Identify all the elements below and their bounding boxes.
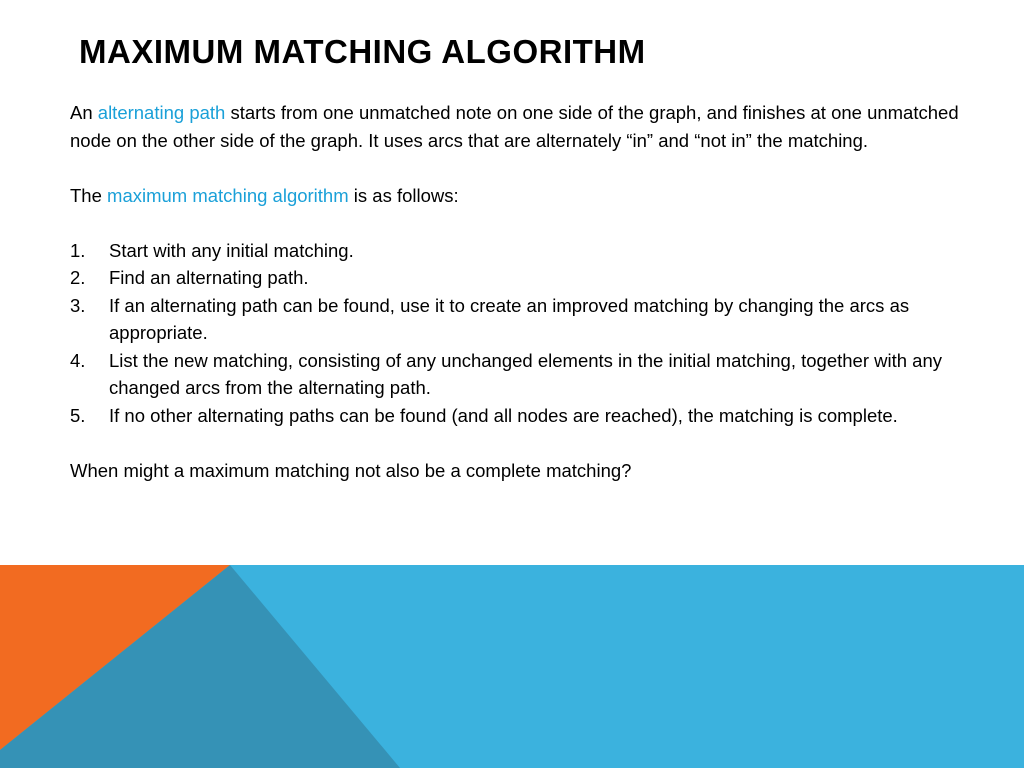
- step-number: 1.: [70, 239, 86, 261]
- step-number: 5.: [70, 404, 86, 426]
- algorithm-lead: [70, 182, 980, 210]
- step-3: [70, 292, 980, 347]
- algorithm-steps: [70, 237, 980, 430]
- spacer: [70, 429, 980, 457]
- alternating-path-term: alternating path: [97, 102, 226, 123]
- maximum-matching-algorithm-term: maximum matching algorithm: [107, 184, 349, 206]
- lead-text-before: The: [70, 184, 108, 206]
- spacer: [70, 154, 980, 182]
- step-text: List the new matching, consisting of any unchanged elements in the initial matching, together with any changed arcs from the alternating path.: [109, 349, 942, 398]
- slide-body: [70, 99, 980, 484]
- slide-title: MAXIMUM MATCHING ALGORITHM: [79, 33, 646, 70]
- step-text: If no other alternating paths can be found (and all nodes are reached), the matching is complete.: [109, 404, 898, 426]
- step-5: [70, 402, 980, 430]
- closing-question: When might a maximum matching not also be a complete matching?: [70, 459, 632, 481]
- step-text: Find an alternating path.: [109, 267, 309, 288]
- intro-text-after: starts from one unmatched note on one side of the graph, and finishes at one unmatched node on the other side of the graph. It uses arcs that are alternately “in” and “not in” the matching.: [70, 102, 959, 151]
- step-number: 3.: [70, 294, 86, 316]
- footer-decoration: [0, 565, 1024, 768]
- step-2: [70, 264, 980, 292]
- lead-text-after: is as follows:: [348, 184, 459, 206]
- step-4: [70, 347, 980, 402]
- spacer: [70, 209, 980, 237]
- step-number: 2.: [70, 267, 86, 288]
- step-1: [70, 237, 980, 265]
- step-text: Start with any initial matching.: [109, 239, 354, 261]
- intro-text-before: An: [70, 102, 98, 123]
- step-number: 4.: [70, 349, 86, 371]
- intro-paragraph: [70, 99, 980, 154]
- step-text: If an alternating path can be found, use it to create an improved matching by changing the arcs as appropriate.: [109, 294, 910, 343]
